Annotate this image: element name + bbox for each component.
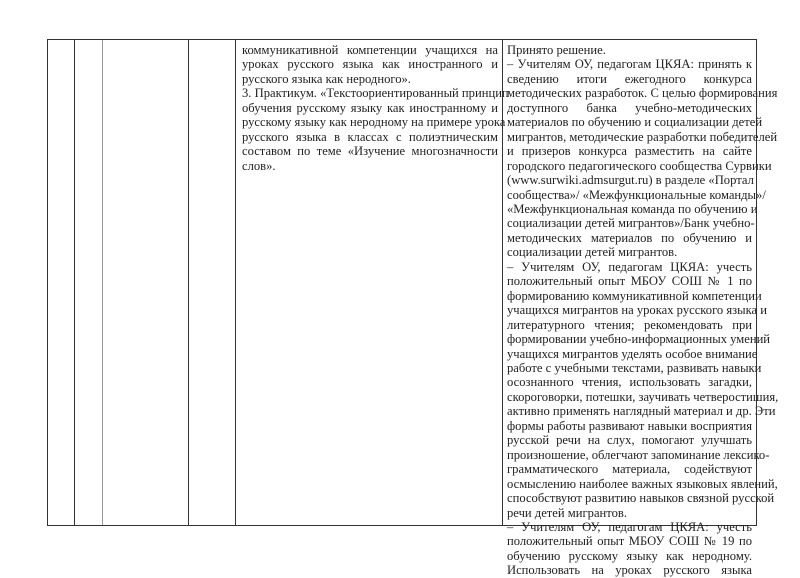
text-line: Принято решение. xyxy=(507,43,606,57)
text-line: составом по теме «Изучение многозначности xyxy=(242,144,498,159)
column-divider xyxy=(235,40,236,525)
text-line: осознанного чтения, использовать загадки, xyxy=(507,375,752,390)
text-line: произношение, облегчают запоминание лексико- xyxy=(507,447,770,462)
text-line: городского педагогического сообщества Сурвики xyxy=(507,158,772,173)
text-line: – Учителям ОУ, педагогам ЦКЯА: принять к xyxy=(507,57,752,72)
text-line: русского языка в классах с полиэтническим xyxy=(242,129,498,144)
text-line: осмыслению наиболее важных языковых явлений, xyxy=(507,476,778,491)
text-line: – Учителям ОУ, педагогам ЦКЯА: учесть xyxy=(507,519,752,534)
text-line: формы работы развивают навыки восприятия xyxy=(507,418,752,433)
agenda-cell xyxy=(242,43,509,173)
text-line: активно применять наглядный материал и др. Эти xyxy=(507,404,776,419)
text-line: положительный опыт МБОУ СОШ № 19 по xyxy=(507,534,752,549)
text-line: социализации детей мигрантов»/Банк учебно- xyxy=(507,216,755,231)
text-line: методических материалов по обучению и xyxy=(507,230,752,245)
text-line: «Межфункциональная команда по обучению и xyxy=(507,201,758,216)
text-line: положительный опыт МБОУ СОШ № 1 по xyxy=(507,274,752,289)
text-line: методических разработок. С целью формирования xyxy=(507,86,778,101)
text-line: (www.surwiki.admsurgut.ru) в разделе «Портал xyxy=(507,173,754,188)
text-line: обучения русскому языку как иностранному и xyxy=(242,100,498,115)
text-line: обучению русскому языку как неродному. xyxy=(507,548,752,563)
text-line: уроках русского языка как иностранного и xyxy=(242,57,498,72)
text-line: работе с учебными текстами, развивать навыки xyxy=(507,360,762,375)
text-line: слов». xyxy=(242,158,276,173)
text-line: учащихся мигрантов уделять особое внимание xyxy=(507,346,758,361)
column-divider xyxy=(502,40,503,525)
text-line: литературного чтения; рекомендовать при xyxy=(507,317,752,332)
text-line: русскому языку как неродному на примере урока xyxy=(242,115,506,130)
text-line: учащихся мигрантов на уроках русского языка и xyxy=(507,303,767,318)
text-line: 3. Практикум. «Текстоориентированный принцип xyxy=(242,86,509,101)
text-line: скороговорки, потешки, заучивать четверостишия, xyxy=(507,389,779,404)
text-line: формировании учебно-информационных умений xyxy=(507,332,771,347)
text-line: доступного банка учебно-методических xyxy=(507,100,752,115)
decision-cell xyxy=(507,43,779,578)
text-line: формированию коммуникативной компетенции xyxy=(507,288,762,303)
text-line: Использовать на уроках русского языка xyxy=(507,563,752,578)
text-line: речи детей мигрантов. xyxy=(507,505,628,520)
text-line: мигрантов, методические разработки победителей xyxy=(507,129,778,144)
column-divider xyxy=(102,40,103,525)
text-line: сведению итоги ежегодного конкурса xyxy=(507,71,752,86)
text-line: и призеров конкурса разместить на сайте xyxy=(507,144,752,159)
text-line: сообщества»/ «Межфункциональные команды»/ xyxy=(507,187,766,202)
column-divider xyxy=(74,40,75,525)
text-line: коммуникативной компетенции учащихся на xyxy=(242,43,498,57)
text-line: грамматического материала, содействуют xyxy=(507,462,752,477)
text-line: социализации детей мигрантов. xyxy=(507,245,678,260)
text-line: материалов по обучению и социализации детей xyxy=(507,115,763,130)
text-line: русской речи на слух, помогают улучшать xyxy=(507,433,752,448)
text-line: русского языка как неродного». xyxy=(242,71,411,86)
text-line: способствуют развитию навыков связной русской xyxy=(507,491,775,506)
document-table xyxy=(47,39,779,578)
column-divider xyxy=(188,40,189,525)
text-line: – Учителям ОУ, педагогам ЦКЯА: учесть xyxy=(507,259,752,274)
